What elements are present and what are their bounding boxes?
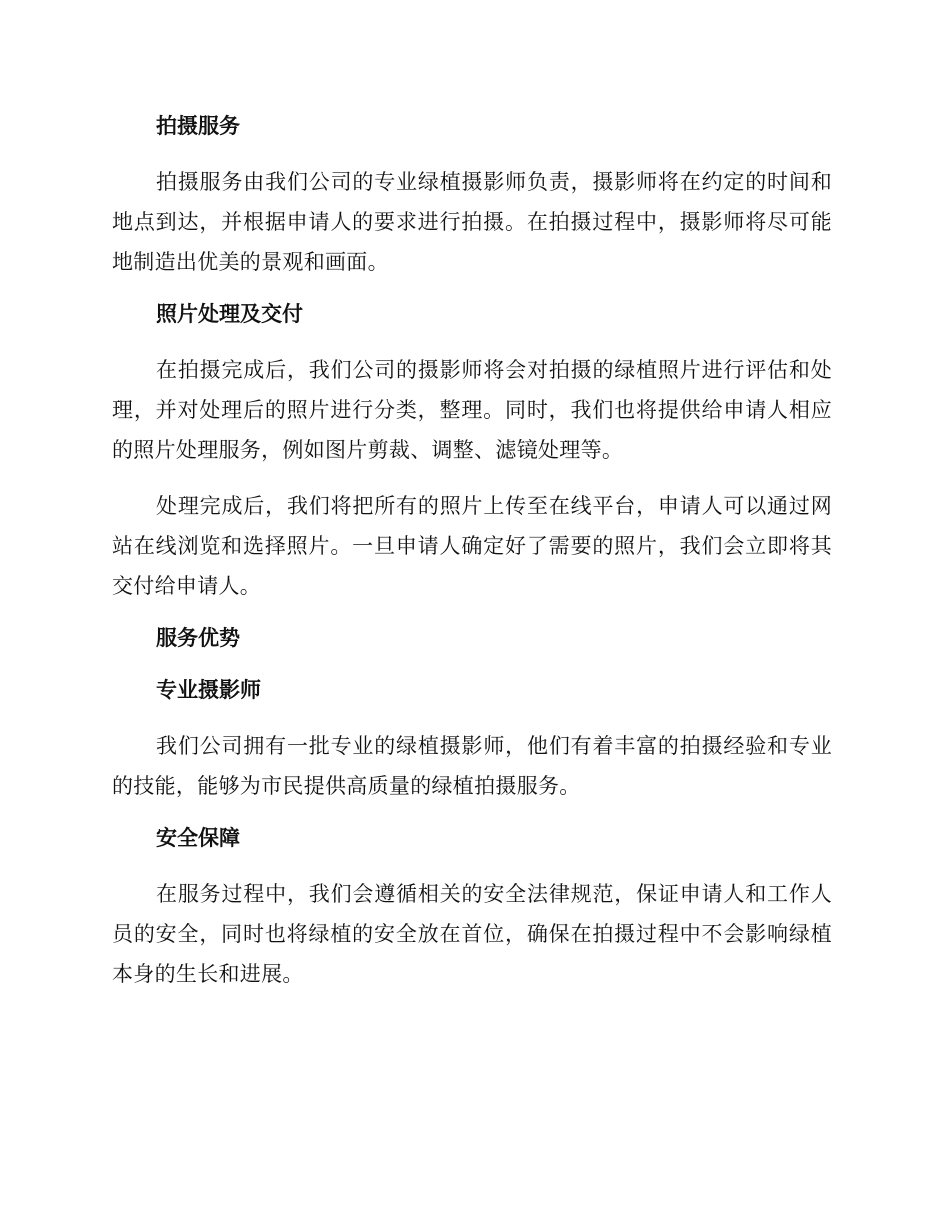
section-heading-shooting-service: 拍摄服务 xyxy=(156,114,240,138)
paragraph-photo-processing-2: 处理完成后，我们将把所有的照片上传至在线平台，申请人可以通过网站在线浏览和选择照片。一旦申请人确定好了需要的照片，我们会立即将其交付给申请人。 xyxy=(112,494,832,598)
paragraph-photo-processing-1: 在拍摄完成后，我们公司的摄影师将会对拍摄的绿植照片进行评估和处理，并对处理后的照片进行分类，整理。同时，我们也将提供给申请人相应的照片处理服务，例如图片剪裁、调整、滤镜处理等。 xyxy=(112,358,832,462)
section-heading-service-advantages: 服务优势 xyxy=(156,626,240,650)
paragraph-safety: 在服务过程中，我们会遵循相关的安全法律规范，保证申请人和工作人员的安全，同时也将绿植的安全放在首位，确保在拍摄过程中不会影响绿植本身的生长和进展。 xyxy=(112,882,832,986)
paragraph-shooting-service: 拍摄服务由我们公司的专业绿植摄影师负责，摄影师将在约定的时间和地点到达，并根据申请人的要求进行拍摄。在拍摄过程中，摄影师将尽可能地制造出优美的景观和画面。 xyxy=(112,170,832,274)
section-heading-safety: 安全保障 xyxy=(156,826,240,850)
section-heading-photo-processing: 照片处理及交付 xyxy=(156,302,303,326)
section-heading-professional-photographers: 专业摄影师 xyxy=(156,678,261,702)
document-page xyxy=(112,110,832,994)
paragraph-professional-photographers: 我们公司拥有一批专业的绿植摄影师，他们有着丰富的拍摄经验和专业的技能，能够为市民提供高质量的绿植拍摄服务。 xyxy=(112,734,832,798)
